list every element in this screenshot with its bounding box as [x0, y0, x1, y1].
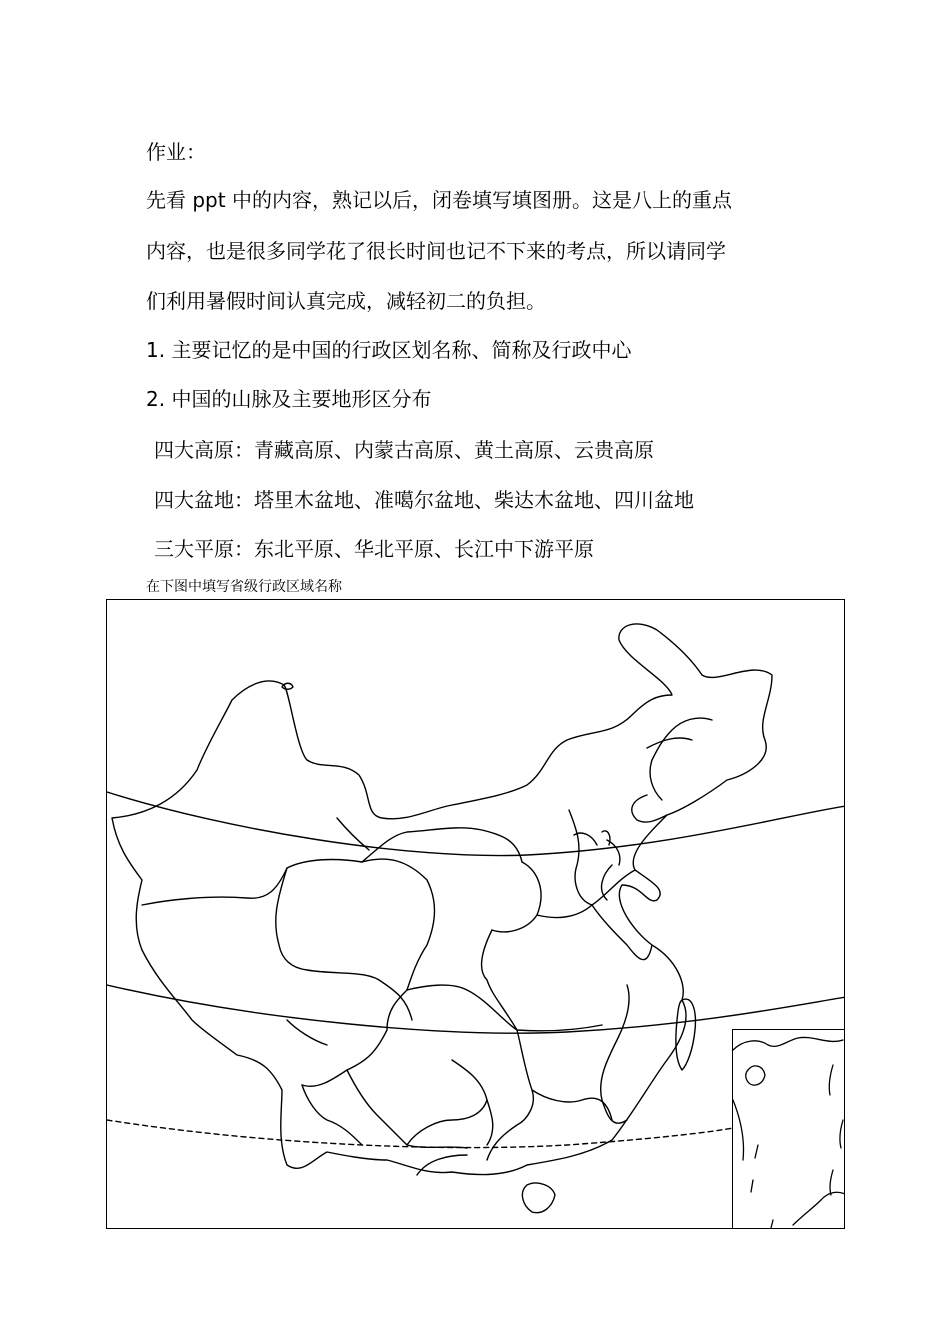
boundary: [362, 828, 522, 862]
boundary: [276, 868, 412, 1020]
map-caption: 在下图中填写省级行政区域名称: [146, 579, 342, 595]
boundary: [337, 818, 541, 932]
hainan-island: [522, 1183, 555, 1213]
inset-dash: [829, 1065, 833, 1095]
border-marker: [282, 683, 293, 689]
inset-dash: [755, 1145, 758, 1158]
south-china-sea-inset: [732, 1029, 845, 1229]
boundary: [362, 859, 435, 990]
boundary: [407, 1100, 487, 1145]
boundary: [487, 1030, 533, 1160]
paragraph-line-3: 们利用暑假时间认真完成，减轻初二的负担。: [146, 289, 546, 313]
inset-drawing: [733, 1030, 845, 1229]
latitude-line-north: [107, 792, 845, 856]
boundary: [574, 831, 610, 845]
boundary: [287, 1020, 467, 1175]
boundary: [647, 738, 692, 748]
inset-island: [746, 1066, 765, 1085]
latitude-line-middle: [107, 985, 845, 1033]
boundary: [650, 718, 712, 800]
boundary: [569, 810, 592, 905]
paragraph-line-1: 先看 ppt 中的内容，熟记以后，闭卷填写填图册。这是八上的重点: [146, 188, 732, 212]
inset-dash: [751, 1180, 753, 1192]
boundary: [302, 1085, 362, 1145]
paragraph-line-2: 内容，也是很多同学花了很长时间也记不下来的考点，所以请同学: [146, 239, 726, 263]
inset-coast: [733, 1037, 843, 1050]
country-outline: [112, 624, 772, 1175]
plains-line: 三大平原：东北平原、华北平原、长江中下游平原: [154, 537, 594, 561]
boundary: [347, 1070, 467, 1148]
boundary: [601, 985, 629, 1123]
homework-heading: 作业：: [146, 140, 206, 164]
list-item-1: 1. 主要记忆的是中国的行政区划名称、简称及行政中心: [146, 338, 632, 362]
boundary: [532, 1090, 612, 1120]
tropic-dashed-line: [107, 1120, 737, 1148]
plateaus-line: 四大高原：青藏高原、内蒙古高原、黄土高原、云贵高原: [154, 438, 654, 462]
inset-dash: [830, 1170, 833, 1195]
inset-dash: [840, 1120, 843, 1148]
boundary: [537, 870, 635, 918]
boundary: [592, 905, 652, 960]
china-outline-map: [106, 599, 845, 1229]
boundary: [142, 860, 362, 905]
boundary: [407, 985, 602, 1031]
list-item-2: 2. 中国的山脉及主要地形区分布: [146, 387, 432, 411]
inset-coast: [793, 1192, 845, 1225]
boundary: [302, 990, 407, 1086]
inset-coast: [733, 1100, 744, 1160]
basins-line: 四大盆地：塔里木盆地、准噶尔盆地、柴达木盆地、四川盆地: [154, 488, 694, 512]
inset-dash: [771, 1220, 773, 1228]
